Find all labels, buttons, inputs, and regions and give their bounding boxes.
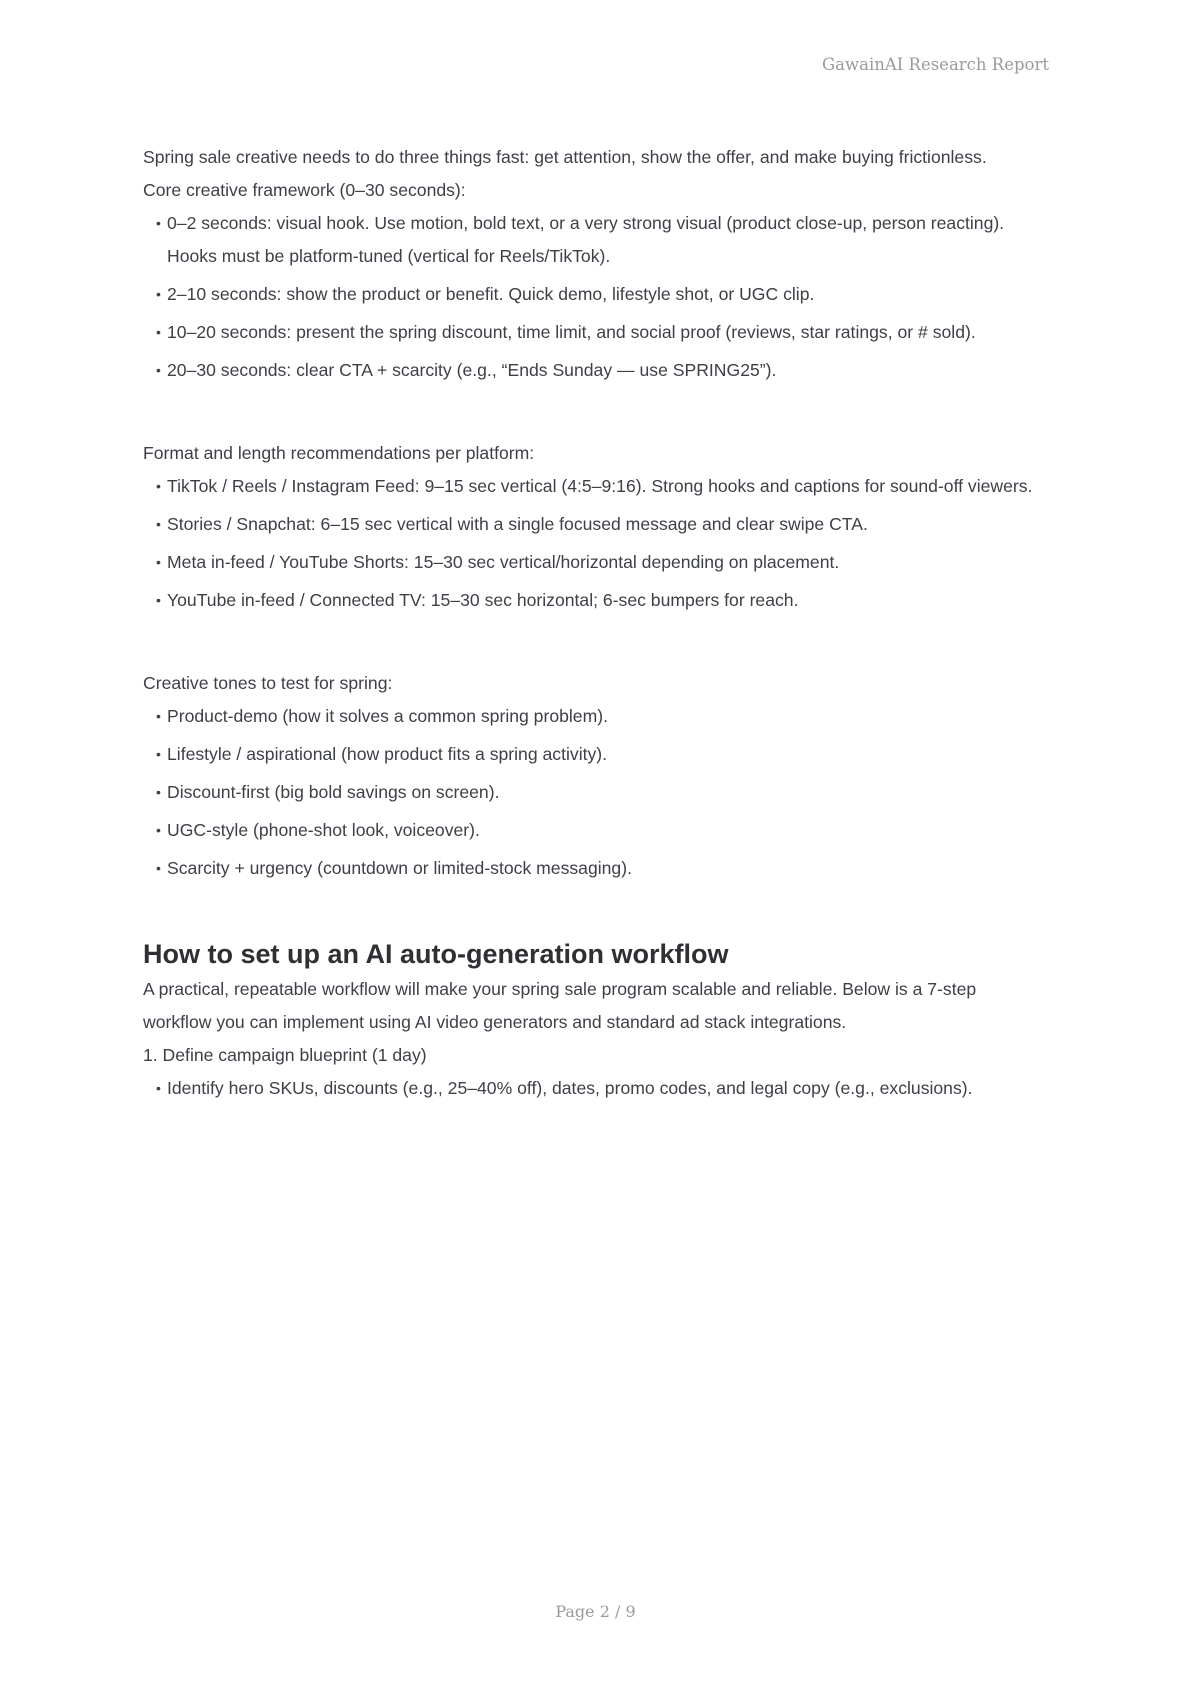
- bullet-item: [143, 814, 1048, 847]
- h2-ai-workflow-title: How to set up an AI auto-generation workflow: [143, 939, 729, 969]
- bullet-item: [143, 738, 1048, 771]
- bullet-text: Meta in-feed / YouTube Shorts: 15–30 sec vertical/horizontal depending on placement.: [167, 552, 840, 572]
- bullet-item: [143, 278, 1048, 311]
- bullet-text: Stories / Snapchat: 6–15 sec vertical with a single focused message and clear swipe CTA.: [167, 514, 868, 534]
- section-format-recommendations: [143, 437, 1048, 617]
- bullet-text: TikTok / Reels / Instagram Feed: 9–15 sec vertical (4:5–9:16). Strong hooks and captions for sound-off viewers.: [167, 476, 1033, 496]
- workflow-intro-paragraph: A practical, repeatable workflow will make your spring sale program scalable and reliable. Below is a 7-step workflow you can implement using AI video generators and standard ad stack integrations.: [143, 979, 977, 1032]
- bullet-text: UGC-style (phone-shot look, voiceover).: [167, 820, 480, 840]
- bullet-list: [143, 470, 1048, 617]
- intro-paragraph: Spring sale creative needs to do three things fast: get attention, show the offer, and make buying frictionless.: [143, 147, 987, 167]
- bullet-text: 0–2 seconds: visual hook. Use motion, bold text, or a very strong visual (product close-up, person reacting). Hooks must be platform-tuned (vertical for Reels/TikTok).: [167, 213, 1005, 266]
- report-header: GawainAI Research Report: [821, 55, 1049, 74]
- bullet-item: [143, 354, 1048, 387]
- bullet-item: [143, 584, 1048, 617]
- page-content: [143, 141, 1048, 1105]
- bullet-text: Identify hero SKUs, discounts (e.g., 25–40% off), dates, promo codes, and legal copy (e.g., exclusions).: [167, 1078, 973, 1098]
- bullet-icon: •: [156, 324, 161, 340]
- page-number: Page 2 / 9: [555, 1602, 636, 1621]
- bullet-text: Lifestyle / aspirational (how product fits a spring activity).: [167, 744, 608, 764]
- bullet-icon: •: [156, 362, 161, 378]
- bullet-icon: •: [156, 1080, 161, 1096]
- bullet-item: [143, 508, 1048, 541]
- bullet-icon: •: [156, 822, 161, 838]
- bullet-text: Scarcity + urgency (countdown or limited-stock messaging).: [167, 858, 632, 878]
- bullet-item: [143, 546, 1048, 579]
- bullet-list: [143, 207, 1048, 387]
- bullet-list: [143, 700, 1048, 885]
- bullet-item: [143, 852, 1048, 885]
- bullet-item: [143, 1072, 1048, 1105]
- bullet-icon: •: [156, 708, 161, 724]
- section-core-creative-framework: [143, 174, 1048, 387]
- bullet-icon: •: [156, 478, 161, 494]
- bullet-text: 20–30 seconds: clear CTA + scarcity (e.g., “Ends Sunday — use SPRING25”).: [167, 360, 777, 380]
- bullet-item: [143, 470, 1048, 503]
- bullet-item: [143, 207, 1048, 273]
- section-heading: Format and length recommendations per platform:: [143, 443, 535, 463]
- bullet-text: 10–20 seconds: present the spring discount, time limit, and social proof (reviews, star ratings, or # sold).: [167, 322, 976, 342]
- bullet-list: [143, 1072, 1048, 1105]
- step-heading: 1. Define campaign blueprint (1 day): [143, 1045, 427, 1065]
- section-heading: Creative tones to test for spring:: [143, 673, 393, 693]
- bullet-icon: •: [156, 286, 161, 302]
- bullet-icon: •: [156, 746, 161, 762]
- section-creative-tones: [143, 667, 1048, 885]
- bullet-icon: •: [156, 592, 161, 608]
- bullet-item: [143, 776, 1048, 809]
- bullet-icon: •: [156, 215, 161, 231]
- bullet-text: Discount-first (big bold savings on screen).: [167, 782, 500, 802]
- bullet-icon: •: [156, 784, 161, 800]
- bullet-text: YouTube in-feed / Connected TV: 15–30 sec horizontal; 6-sec bumpers for reach.: [167, 590, 799, 610]
- bullet-item: [143, 700, 1048, 733]
- step-1-block: [143, 1039, 1048, 1105]
- section-heading: Core creative framework (0–30 seconds):: [143, 180, 466, 200]
- bullet-icon: •: [156, 554, 161, 570]
- bullet-item: [143, 316, 1048, 349]
- bullet-icon: •: [156, 860, 161, 876]
- bullet-text: 2–10 seconds: show the product or benefit. Quick demo, lifestyle shot, or UGC clip.: [167, 284, 815, 304]
- bullet-text: Product-demo (how it solves a common spring problem).: [167, 706, 608, 726]
- bullet-icon: •: [156, 516, 161, 532]
